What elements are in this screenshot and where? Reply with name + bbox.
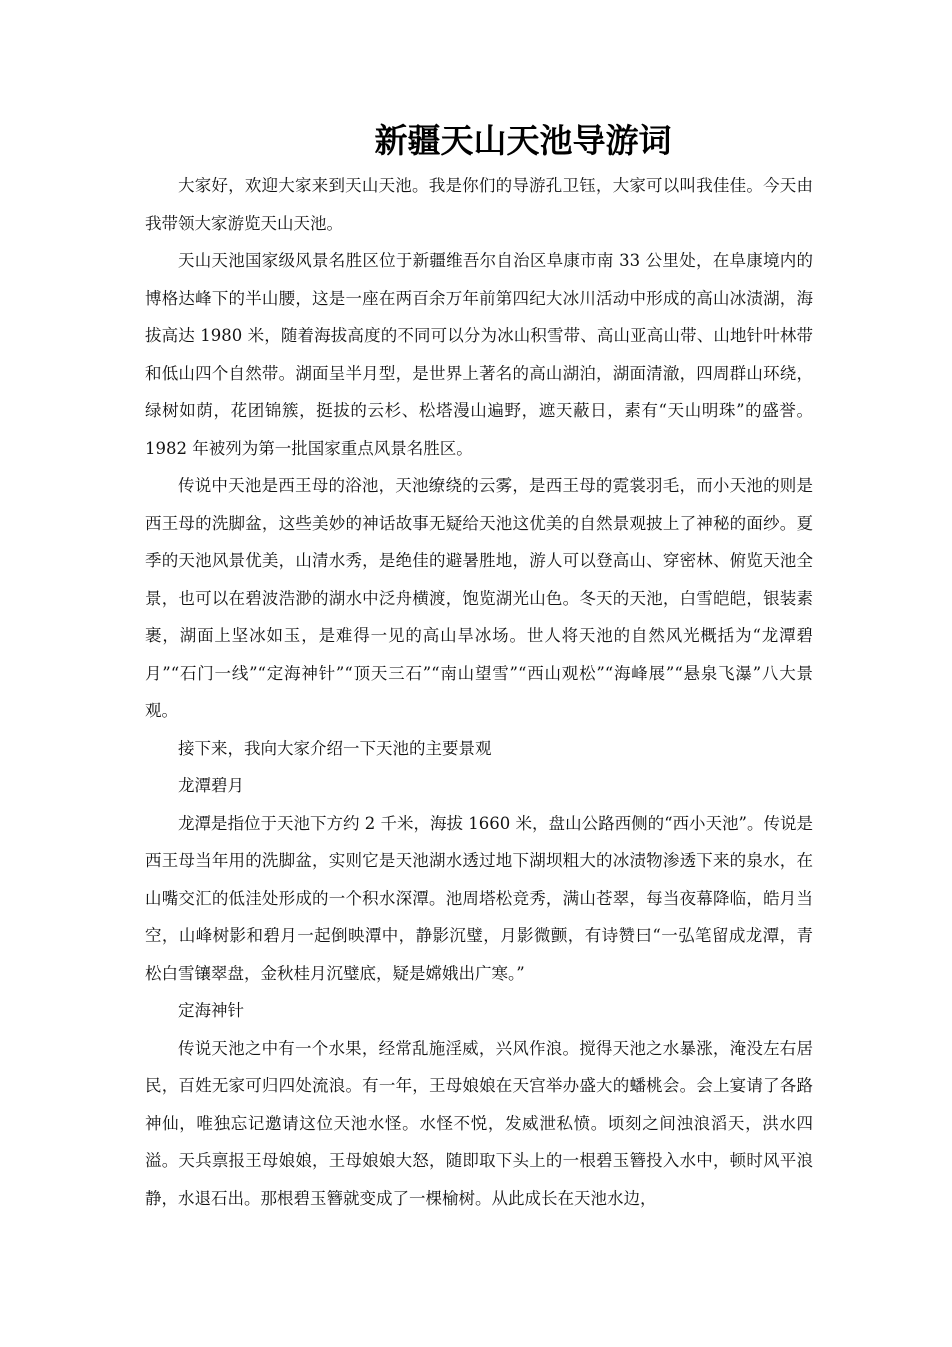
paragraph-overview: 天山天池国家级风景名胜区位于新疆维吾尔自治区阜康市南 33 公里处，在阜康境内的博格达峰下的半山腰，这是一座在两百余万年前第四纪大冰川活动中形成的高山冰渍湖，海拔高达 1980 米，随着海拔高度的不同可以分为冰山积雪带、高山亚高山带、山地针叶林带和低山四个自然带。湖面呈半月型，是世界上著名的高山湖泊，湖面清澈，四周群山环绕，绿树如荫，花团锦簇，挺拔的云杉、松塔漫山遍野，遮天蔽日，素有“天山明珠”的盛誉。1982 年被列为第一批国家重点风景名胜区。 bbox=[145, 251, 813, 458]
paragraph-dinghai: 传说天池之中有一个水果，经常乱施淫威，兴风作浪。搅得天池之水暴涨，淹没左右居民，百姓无家可归四处流浪。有一年，王母娘娘在天宫举办盛大的蟠桃会。会上宴请了各路神仙，唯独忘记邀请这位天池水怪。水怪不悦，发威泄私愤。顷刻之间浊浪滔天，洪水四溢。天兵禀报王母娘娘，王母娘娘大怒，随即取下头上的一根碧玉簪投入水中，顿时风平浪静，水退石出。那根碧玉簪就变成了一棵榆树。从此成长在天池水边， bbox=[145, 1038, 813, 1208]
section-heading-dinghai: 定海神针 bbox=[178, 1001, 244, 1020]
paragraph-intro-sights: 接下来，我向大家介绍一下天池的主要景观 bbox=[178, 738, 492, 758]
section-heading-longtan: 龙潭碧月 bbox=[178, 776, 244, 795]
document-title: 新疆天山天池导游词 bbox=[374, 121, 672, 160]
paragraph-longtan: 龙潭是指位于天池下方约 2 千米，海拔 1660 米，盘山公路西侧的“西小天池”。传说是西王母当年用的洗脚盆，实则它是天池湖水透过地下湖坝粗大的冰渍物渗透下来的泉水，在山嘴交汇的低洼处形成的一个积水深潭。池周塔松竞秀，满山苍翠，每当夜幕降临，皓月当空，山峰树影和碧月一起倒映潭中，静影沉璧，月影微颤，有诗赞曰“一弘笔留成龙潭，青松白雪镶翠盘，金秋桂月沉璧底，疑是嫦娥出广寒。” bbox=[145, 813, 813, 983]
document-body bbox=[145, 167, 813, 1217]
paragraph-legend: 传说中天池是西王母的浴池，天池缭绕的云雾，是西王母的霓裳羽毛，而小天池的则是西王母的洗脚盆，这些美妙的神话故事无疑给天池这优美的自然景观披上了神秘的面纱。夏季的天池风景优美，山清水秀，是绝佳的避暑胜地，游人可以登高山、穿密林、俯览天池全景，也可以在碧波浩渺的湖水中泛舟横渡，饱览湖光山色。冬天的天池，白雪皑皑，银装素裹，湖面上坚冰如玉，是难得一见的高山旱冰场。世人将天池的自然风光概括为“龙潭碧月”“石门一线”“定海神针”“顶天三石”“南山望雪”“西山观松”“海峰展”“悬泉飞瀑”八大景观。 bbox=[145, 476, 813, 720]
paragraph-greeting: 大家好，欢迎大家来到天山天池。我是你们的导游孔卫钰，大家可以叫我佳佳。今天由我带领大家游览天山天池。 bbox=[145, 176, 813, 233]
